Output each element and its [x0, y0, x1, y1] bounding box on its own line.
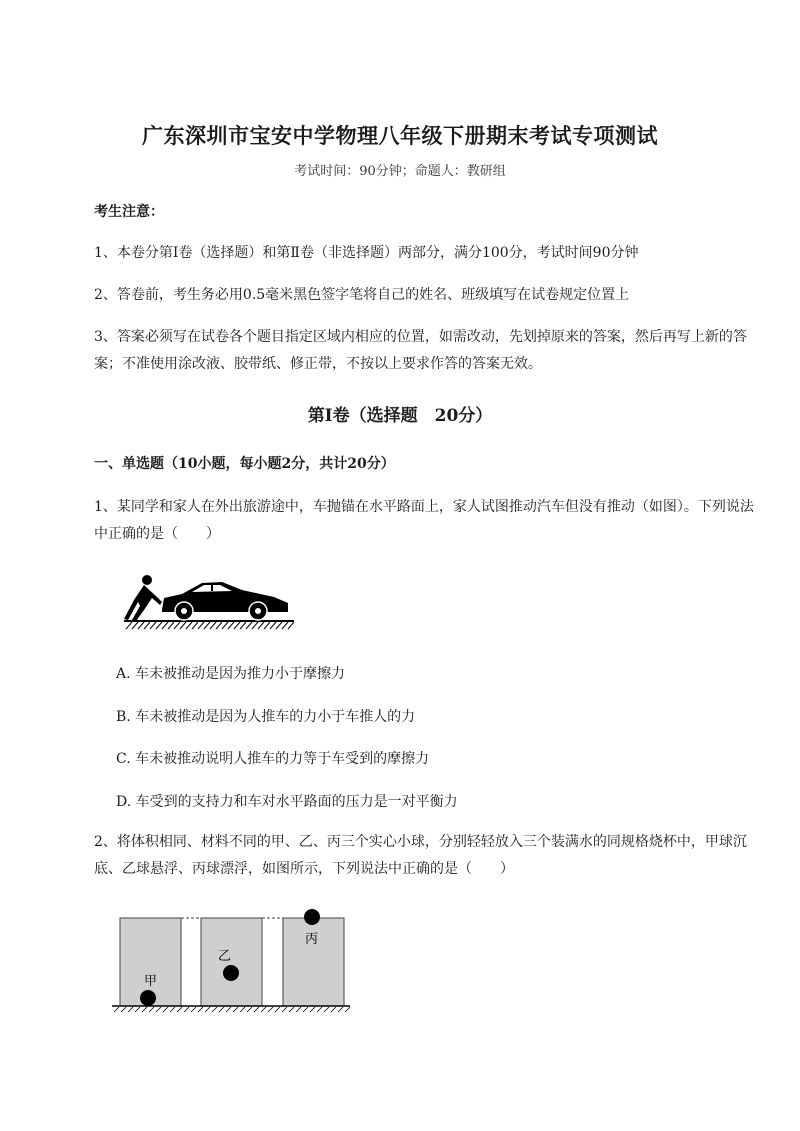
- notice-item: 2、答卷前，考生务必用0.5毫米黑色签字笔将自己的姓名、班级填写在试卷规定位置上: [94, 287, 630, 303]
- notice-item: 1、本卷分第I卷（选择题）和第Ⅱ卷（非选择题）两部分，满分100分，考试时间90分钟: [94, 245, 639, 261]
- section-title: 第I卷（选择题 20分）: [307, 406, 493, 426]
- question-1-stem: 1、某同学和家人在外出旅游途中，车抛锚在水平路面上，家人试图推动汽车但没有推动（如图）。下列说法中正确的是（ ）: [94, 499, 754, 542]
- option-c[interactable]: C. 车未被推动说明人推车的力等于车受到的摩擦力: [116, 751, 430, 767]
- page-title: 广东深圳市宝安中学物理八年级下册期末考试专项测试: [142, 123, 658, 148]
- push-car-figure: [122, 572, 298, 630]
- question-2-stem: 2、将体积相同、材料不同的甲、乙、丙三个实心小球，分别轻轻放入三个装满水的同规格烧杯中，甲球沉底、乙球悬浮、丙球漂浮，如图所示，下列说法中正确的是（ ）: [94, 834, 747, 877]
- option-a[interactable]: A. 车未被推动是因为推力小于摩擦力: [116, 666, 346, 682]
- label-yi: 乙: [218, 949, 232, 964]
- part-heading: 一、单选题（10小题，每小题2分，共计20分）: [94, 456, 395, 472]
- ball-yi: [223, 965, 239, 981]
- option-b[interactable]: B. 车未被推动是因为人推车的力小于车推人的力: [116, 709, 416, 725]
- exam-info: 考试时间：90分钟；命题人：教研组: [294, 164, 506, 179]
- label-bing: 丙: [305, 932, 319, 947]
- beaker-2: [201, 918, 262, 1006]
- ball-bing: [304, 909, 320, 925]
- notice-heading: 考生注意：: [94, 204, 164, 220]
- ball-jia: [140, 990, 156, 1006]
- notice-item: 3、答案必须写在试卷各个题目指定区域内相应的位置，如需改动，先划掉原来的答案，然后再写上新的答案；不准使用涂改液、胶带纸、修正带，不按以上要求作答的答案无效。: [94, 329, 747, 372]
- option-d[interactable]: D. 车受到的支持力和车对水平路面的压力是一对平衡力: [116, 794, 458, 810]
- label-jia: 甲: [144, 974, 158, 989]
- beakers-figure: [112, 905, 352, 1013]
